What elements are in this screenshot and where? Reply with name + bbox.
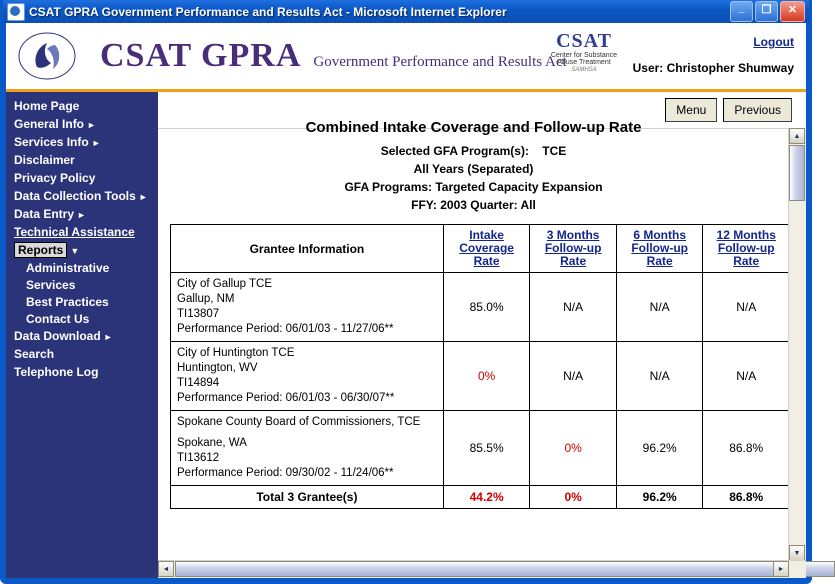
ffy-quarter-line: FFY: 2003 Quarter: All [411, 198, 536, 212]
header-line-1: 12 Months [716, 228, 776, 242]
selected-gfa-label: Selected GFA Program(s): [380, 144, 529, 158]
grantee-performance-period: Performance Period: 06/01/03 - 06/30/07** [177, 392, 395, 404]
chevron-down-icon: ▼ [70, 246, 80, 256]
chevron-down-icon: ▼ [793, 549, 801, 557]
brand-title: CSAT GPRA [100, 37, 302, 74]
report-title: Combined Intake Coverage and Follow-up Rate [305, 119, 642, 136]
sidebar-item-reports[interactable] [6, 242, 158, 260]
sidebar-item-data-download[interactable] [6, 328, 158, 346]
sidebar-item-general-info[interactable] [6, 116, 158, 134]
vertical-scrollbar[interactable] [788, 128, 806, 561]
scroll-right-button[interactable] [773, 561, 789, 577]
csat-logo [541, 31, 627, 73]
chevron-right-icon: ► [777, 565, 785, 573]
scroll-down-button[interactable] [789, 545, 805, 561]
sidebar-label: Disclaimer [14, 153, 75, 167]
site-banner [6, 23, 806, 92]
maximize-button[interactable] [755, 1, 778, 22]
header-line-3: Rate [473, 254, 500, 268]
grantee-city-state: Spokane, WA [177, 437, 247, 449]
horizontal-scroll-thumb[interactable] [175, 561, 835, 577]
sidebar-label: Reports [14, 242, 67, 258]
report-document [158, 119, 789, 509]
logout-link[interactable]: Logout [753, 35, 794, 49]
sidebar-label: Data Download [14, 329, 101, 343]
column-header-grantee-information: Grantee Information [171, 225, 444, 273]
grantee-name: City of Gallup TCE [177, 278, 273, 290]
selected-gfa-value: TCE [542, 144, 567, 158]
total-12-months-follow-up-rate-cell: 86.8% [703, 486, 790, 509]
grantee-performance-period: Performance Period: 06/01/03 - 11/27/06** [177, 323, 394, 335]
selected-gfa-line [170, 144, 777, 158]
column-header-12-months-follow-up-rate[interactable] [703, 225, 790, 273]
grantee-information-cell [171, 411, 444, 486]
table-total-row [171, 486, 790, 509]
brand-lockup [100, 37, 567, 75]
previous-button[interactable]: Previous [723, 98, 792, 122]
title-bar [3, 0, 809, 23]
sidebar-item-data-collection-tools[interactable] [6, 188, 158, 206]
sidebar-label: Best Practices [26, 295, 109, 309]
csat-line-3: SAMHSA [571, 66, 597, 73]
sidebar-item-best-practices[interactable] [6, 294, 158, 311]
sidebar-item-services-info[interactable] [6, 134, 158, 152]
table-row [171, 411, 790, 486]
sidebar-label: General Info [14, 117, 85, 131]
intake-coverage-rate-cell: 0% [443, 342, 530, 411]
chevron-up-icon: ▲ [793, 132, 801, 140]
grantee-city-state: Huntington, WV [177, 362, 258, 374]
minimize-icon: _ [738, 2, 745, 14]
maximize-icon: ❐ [761, 4, 772, 16]
menu-button[interactable]: Menu [665, 98, 717, 122]
3-months-follow-up-rate-cell: 0% [530, 411, 617, 486]
grantee-performance-period: Performance Period: 09/30/02 - 11/24/06** [177, 467, 394, 479]
sidebar-label: Services [26, 278, 76, 292]
sidebar-item-privacy-policy[interactable] [6, 170, 158, 188]
header-line-2: Follow-up [544, 241, 602, 255]
table-row [171, 342, 790, 411]
banner-user-block [633, 35, 794, 75]
table-header-row [171, 225, 790, 273]
sidebar-item-administrative[interactable] [6, 260, 158, 277]
sidebar-arrow-icon: ► [87, 120, 96, 130]
12-months-follow-up-rate-cell: 86.8% [703, 411, 790, 486]
sidebar-arrow-icon: ► [91, 138, 101, 148]
years-line: All Years (Separated) [413, 162, 534, 176]
header-line-3: Rate [646, 254, 673, 268]
sidebar-item-contact-us[interactable] [6, 311, 158, 328]
column-header-6-months-follow-up-rate[interactable] [616, 225, 703, 273]
sidebar-arrow-icon: ► [77, 210, 86, 220]
sidebar-label: Administrative [26, 261, 110, 275]
grantee-information-cell [171, 342, 444, 411]
column-header-3-months-follow-up-rate[interactable] [530, 225, 617, 273]
3-months-follow-up-rate-cell: N/A [530, 342, 617, 411]
horizontal-scrollbar[interactable] [158, 560, 806, 578]
window-title: CSAT GPRA Government Performance and Results Act - Microsoft Internet Explorer [29, 4, 507, 19]
6-months-follow-up-rate-cell: N/A [616, 342, 703, 411]
grantee-name: City of Huntington TCE [177, 347, 295, 359]
header-line-1: 6 Months [633, 228, 686, 242]
header-line-3: Rate [560, 254, 587, 268]
sidebar-arrow-icon: ► [103, 332, 113, 342]
sidebar-item-services[interactable] [6, 277, 158, 294]
scroll-left-button[interactable] [158, 561, 174, 577]
brand-subtitle: Government Performance and Results Act [313, 54, 567, 70]
sidebar-label: Data Entry [14, 207, 75, 221]
header-line-2: Follow-up [717, 241, 775, 255]
sidebar-label: Services Info [14, 135, 89, 149]
column-header-intake-coverage-rate[interactable] [443, 225, 530, 273]
total-label-cell: Total 3 Grantee(s) [171, 486, 444, 509]
report-scroll-viewport [158, 119, 789, 561]
table-row [171, 273, 790, 342]
sidebar-label: Privacy Policy [14, 171, 96, 185]
grantee-grant-id: TI13612 [177, 452, 220, 464]
total-6-months-follow-up-rate-cell: 96.2% [616, 486, 703, 509]
sidebar-item-telephone-log[interactable] [6, 364, 158, 382]
window-controls [730, 1, 807, 22]
sidebar-arrow-icon: ► [138, 192, 148, 202]
sidebar-nav [6, 92, 158, 578]
header-line-2: Follow-up [631, 241, 688, 255]
close-button[interactable] [780, 1, 805, 22]
csat-line-1: Center for Substance [550, 52, 618, 59]
hhs-seal-icon [16, 30, 78, 82]
scrollbar-corner [789, 561, 806, 577]
sidebar-label: Contact Us [26, 312, 90, 326]
intake-coverage-rate-cell: 85.5% [443, 411, 530, 486]
sidebar-item-data-entry[interactable] [6, 206, 158, 224]
sidebar-item-disclaimer[interactable] [6, 152, 158, 170]
gfa-programs-line: GFA Programs: Targeted Capacity Expansion [344, 180, 603, 194]
12-months-follow-up-rate-cell: N/A [703, 342, 790, 411]
sidebar-label: Data Collection Tools [14, 189, 136, 203]
sidebar-label: Technical Assistance [14, 225, 135, 239]
client-area [6, 23, 806, 578]
vertical-scroll-thumb[interactable] [789, 145, 805, 201]
csat-line-2: Abuse Treatment [557, 59, 611, 67]
total-3-months-follow-up-rate-cell: 0% [530, 486, 617, 509]
12-months-follow-up-rate-cell: N/A [703, 273, 790, 342]
sidebar-label: Home Page [14, 99, 80, 113]
total-intake-coverage-rate-cell: 44.2% [443, 486, 530, 509]
6-months-follow-up-rate-cell: 96.2% [616, 411, 703, 486]
sidebar-item-technical-assistance[interactable] [6, 224, 158, 242]
app-icon [7, 3, 25, 21]
close-icon: ✕ [787, 4, 798, 16]
3-months-follow-up-rate-cell: N/A [530, 273, 617, 342]
sidebar-item-home-page[interactable] [6, 98, 158, 116]
grantee-grant-id: TI13807 [177, 308, 220, 320]
report-table [170, 224, 790, 509]
sidebar-item-search[interactable] [6, 346, 158, 364]
header-line-2: Coverage [459, 241, 514, 255]
chevron-left-icon: ◄ [162, 565, 170, 573]
header-line-3: Rate [733, 254, 760, 268]
6-months-follow-up-rate-cell: N/A [616, 273, 703, 342]
csat-acronym: CSAT [556, 30, 612, 52]
scroll-up-button[interactable] [789, 128, 805, 144]
minimize-button[interactable] [730, 1, 753, 22]
page-body [6, 92, 806, 578]
content-area [158, 92, 806, 578]
intake-coverage-rate-cell: 85.0% [443, 273, 530, 342]
grantee-grant-id: TI14894 [177, 377, 220, 389]
grantee-name: Spokane County Board of Commissioners, TCE [177, 416, 421, 428]
sidebar-label: Search [14, 347, 55, 361]
header-line-1: Intake [469, 228, 504, 242]
grantee-information-cell [171, 273, 444, 342]
current-user-label: User: Christopher Shumway [632, 61, 794, 75]
header-line-1: 3 Months [546, 228, 600, 242]
sidebar-label: Telephone Log [14, 365, 99, 379]
grantee-city-state: Gallup, NM [177, 293, 235, 305]
